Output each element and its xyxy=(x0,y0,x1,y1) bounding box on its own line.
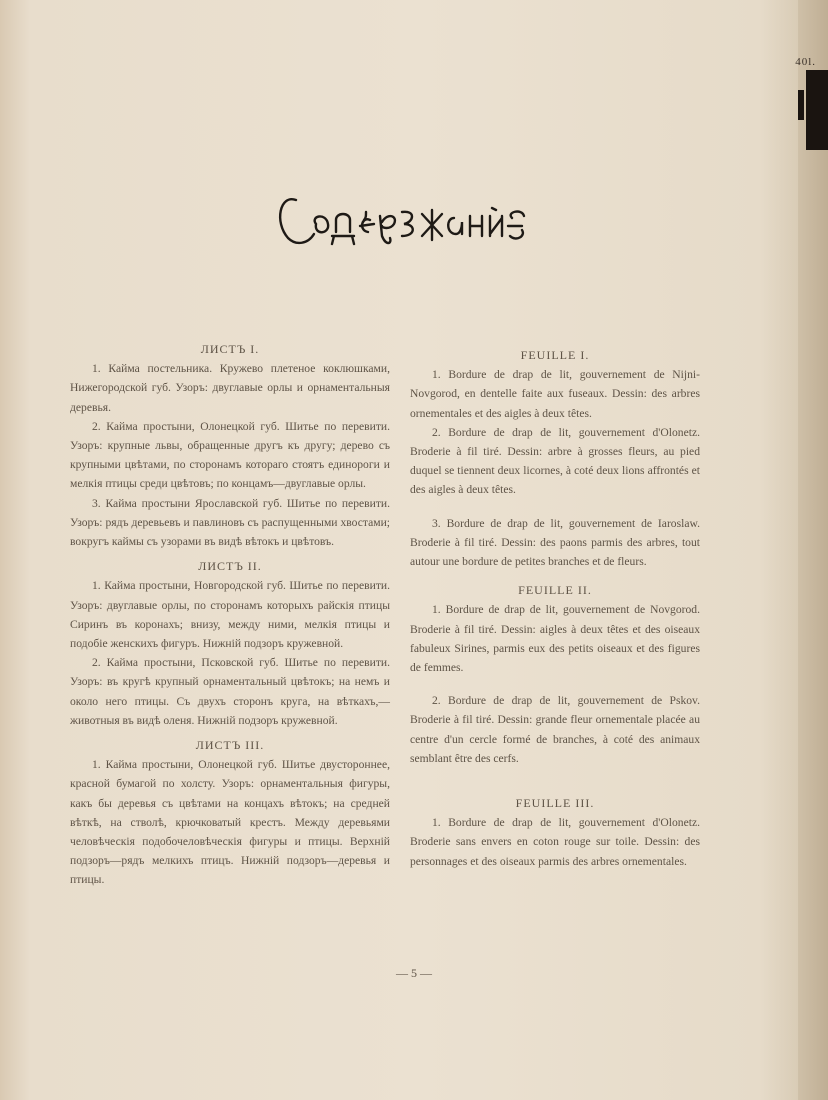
fr-s3-item-1: 1. Bordure de drap de lit, gouvernement d'Olonetz. Broderie sans envers en coton rouge sur toile. Dessin: des personnages et des oiseaux parmis des arbres ornementales. xyxy=(410,816,700,868)
page-edge xyxy=(798,0,828,1100)
binding-tab xyxy=(806,70,828,150)
ru-section-1-title: ЛИСТЪ I. xyxy=(200,342,260,356)
fr-s1-item-1: 1. Bordure de drap de lit, gouvernement de Nijni-Novgorod, en dentelle faite aux fuseaux. Dessin: des arbres ornementales et des aigles à deux têtes. xyxy=(410,368,700,420)
corner-mark: 40l. xyxy=(795,56,816,68)
fr-s1-item-2: 2. Bordure de drap de lit, gouvernement d'Olonetz. Broderie à fil tiré. Dessin: arbre à grosses fleurs, au pied duquel se tiennent deux licornes, à coté deux lions affrontés et des aigles à deux têtes. xyxy=(410,425,700,497)
fr-s1-item-3: 3. Bordure de drap de lit, gouvernement de Iaroslaw. Broderie à fil tiré. Dessin: des paons parmis des arbres, tout autour une bordure de petites branches et de fleurs. xyxy=(410,516,700,569)
fr-section-1-title: FEUILLE I. xyxy=(520,348,590,362)
fr-section-3-title: FEUILLE III. xyxy=(515,796,595,811)
fr-s2-item-1: 1. Bordure de drap de lit, gouvernement de Novgorod. Broderie à fil tiré. Dessin: aigles à deux têtes et des oiseaux fabuleux Sirines, parmis eux des petits oiseaux et des figures de femmes. xyxy=(410,603,700,675)
french-column xyxy=(410,346,700,871)
calligraphic-heading xyxy=(270,172,530,262)
fr-section-2-title: FEUILLE II. xyxy=(518,583,592,598)
ru-s2-item-1: 1. Кайма простыни, Новгородской губ. Шитье по перевити. Узоръ: двуглавые орлы, по сторонамъ которыхъ райскія птицы Сиринъ въ коронахъ; внизу, между ними, мелкія птицы и подобіе женскихъ фигуръ. Нижній подзоръ кружевной. xyxy=(70,579,390,651)
ru-section-3-title: ЛИСТЪ III. xyxy=(195,738,265,753)
russian-column xyxy=(70,340,390,890)
ru-s1-item-1: 1. Кайма постельника. Кружево плетеное коклюшками, Нижегородской губ. Узоръ: двуглавые орлы и орнаментальныя деревья. xyxy=(70,362,390,414)
ru-section-2-title: ЛИСТЪ II. xyxy=(198,559,262,574)
page-number: — 5 — xyxy=(396,966,432,980)
ru-s1-item-3: 3. Кайма простыни Ярославской губ. Шитье по перевити. Узоръ: рядъ деревьевъ и павлиновъ съ распущенными хвостами; вокругъ каймы съ узорами въ видѣ вѣтокъ и цвѣтовъ. xyxy=(70,496,390,549)
ru-s3-item-1: 1. Кайма простыни, Олонецкой губ. Шитье двустороннее, красной бумагой по холсту. Узоръ: орнаментальныя фигуры, какъ бы деревья съ цвѣтами на концахъ вѣтокъ; на средней вѣткѣ, на стволѣ, крючковатый крестъ. Между деревьями человѣческія подобочеловѣческія фигуры и птицы. Верхній подзоръ—рядъ мелкихъ птицъ. Нижній подзоръ—деревья и птицы. xyxy=(70,758,390,887)
ru-s2-item-2: 2. Кайма простыни, Псковской губ. Шитье по перевити. Узоръ: въ кругѣ крупный орнаментальный цвѣтокъ; на немъ и около него птицы. Съ двухъ сторонъ круга, на вѣткахъ,—животныя въ видѣ оленя. Нижній подзоръ кружевной. xyxy=(70,656,390,727)
binding-tab-small xyxy=(798,90,804,120)
fr-s2-item-2: 2. Bordure de drap de lit, gouvernement de Pskov. Broderie à fil tiré. Dessin: grande fleur ornementale placée au centre d'un cercle formé de branches, à coté des animaux semblant être des cerfs. xyxy=(410,694,700,765)
ru-s1-item-2: 2. Кайма простыни, Олонецкой губ. Шитье по перевити. Узоръ: крупные львы, обращенные другъ къ другу; дерево съ крупными цвѣтами, по сторонамъ котораго стоятъ единороги и мелкія птицы среди цвѣтовъ; по концамъ—двуглавые орлы. xyxy=(70,419,390,491)
